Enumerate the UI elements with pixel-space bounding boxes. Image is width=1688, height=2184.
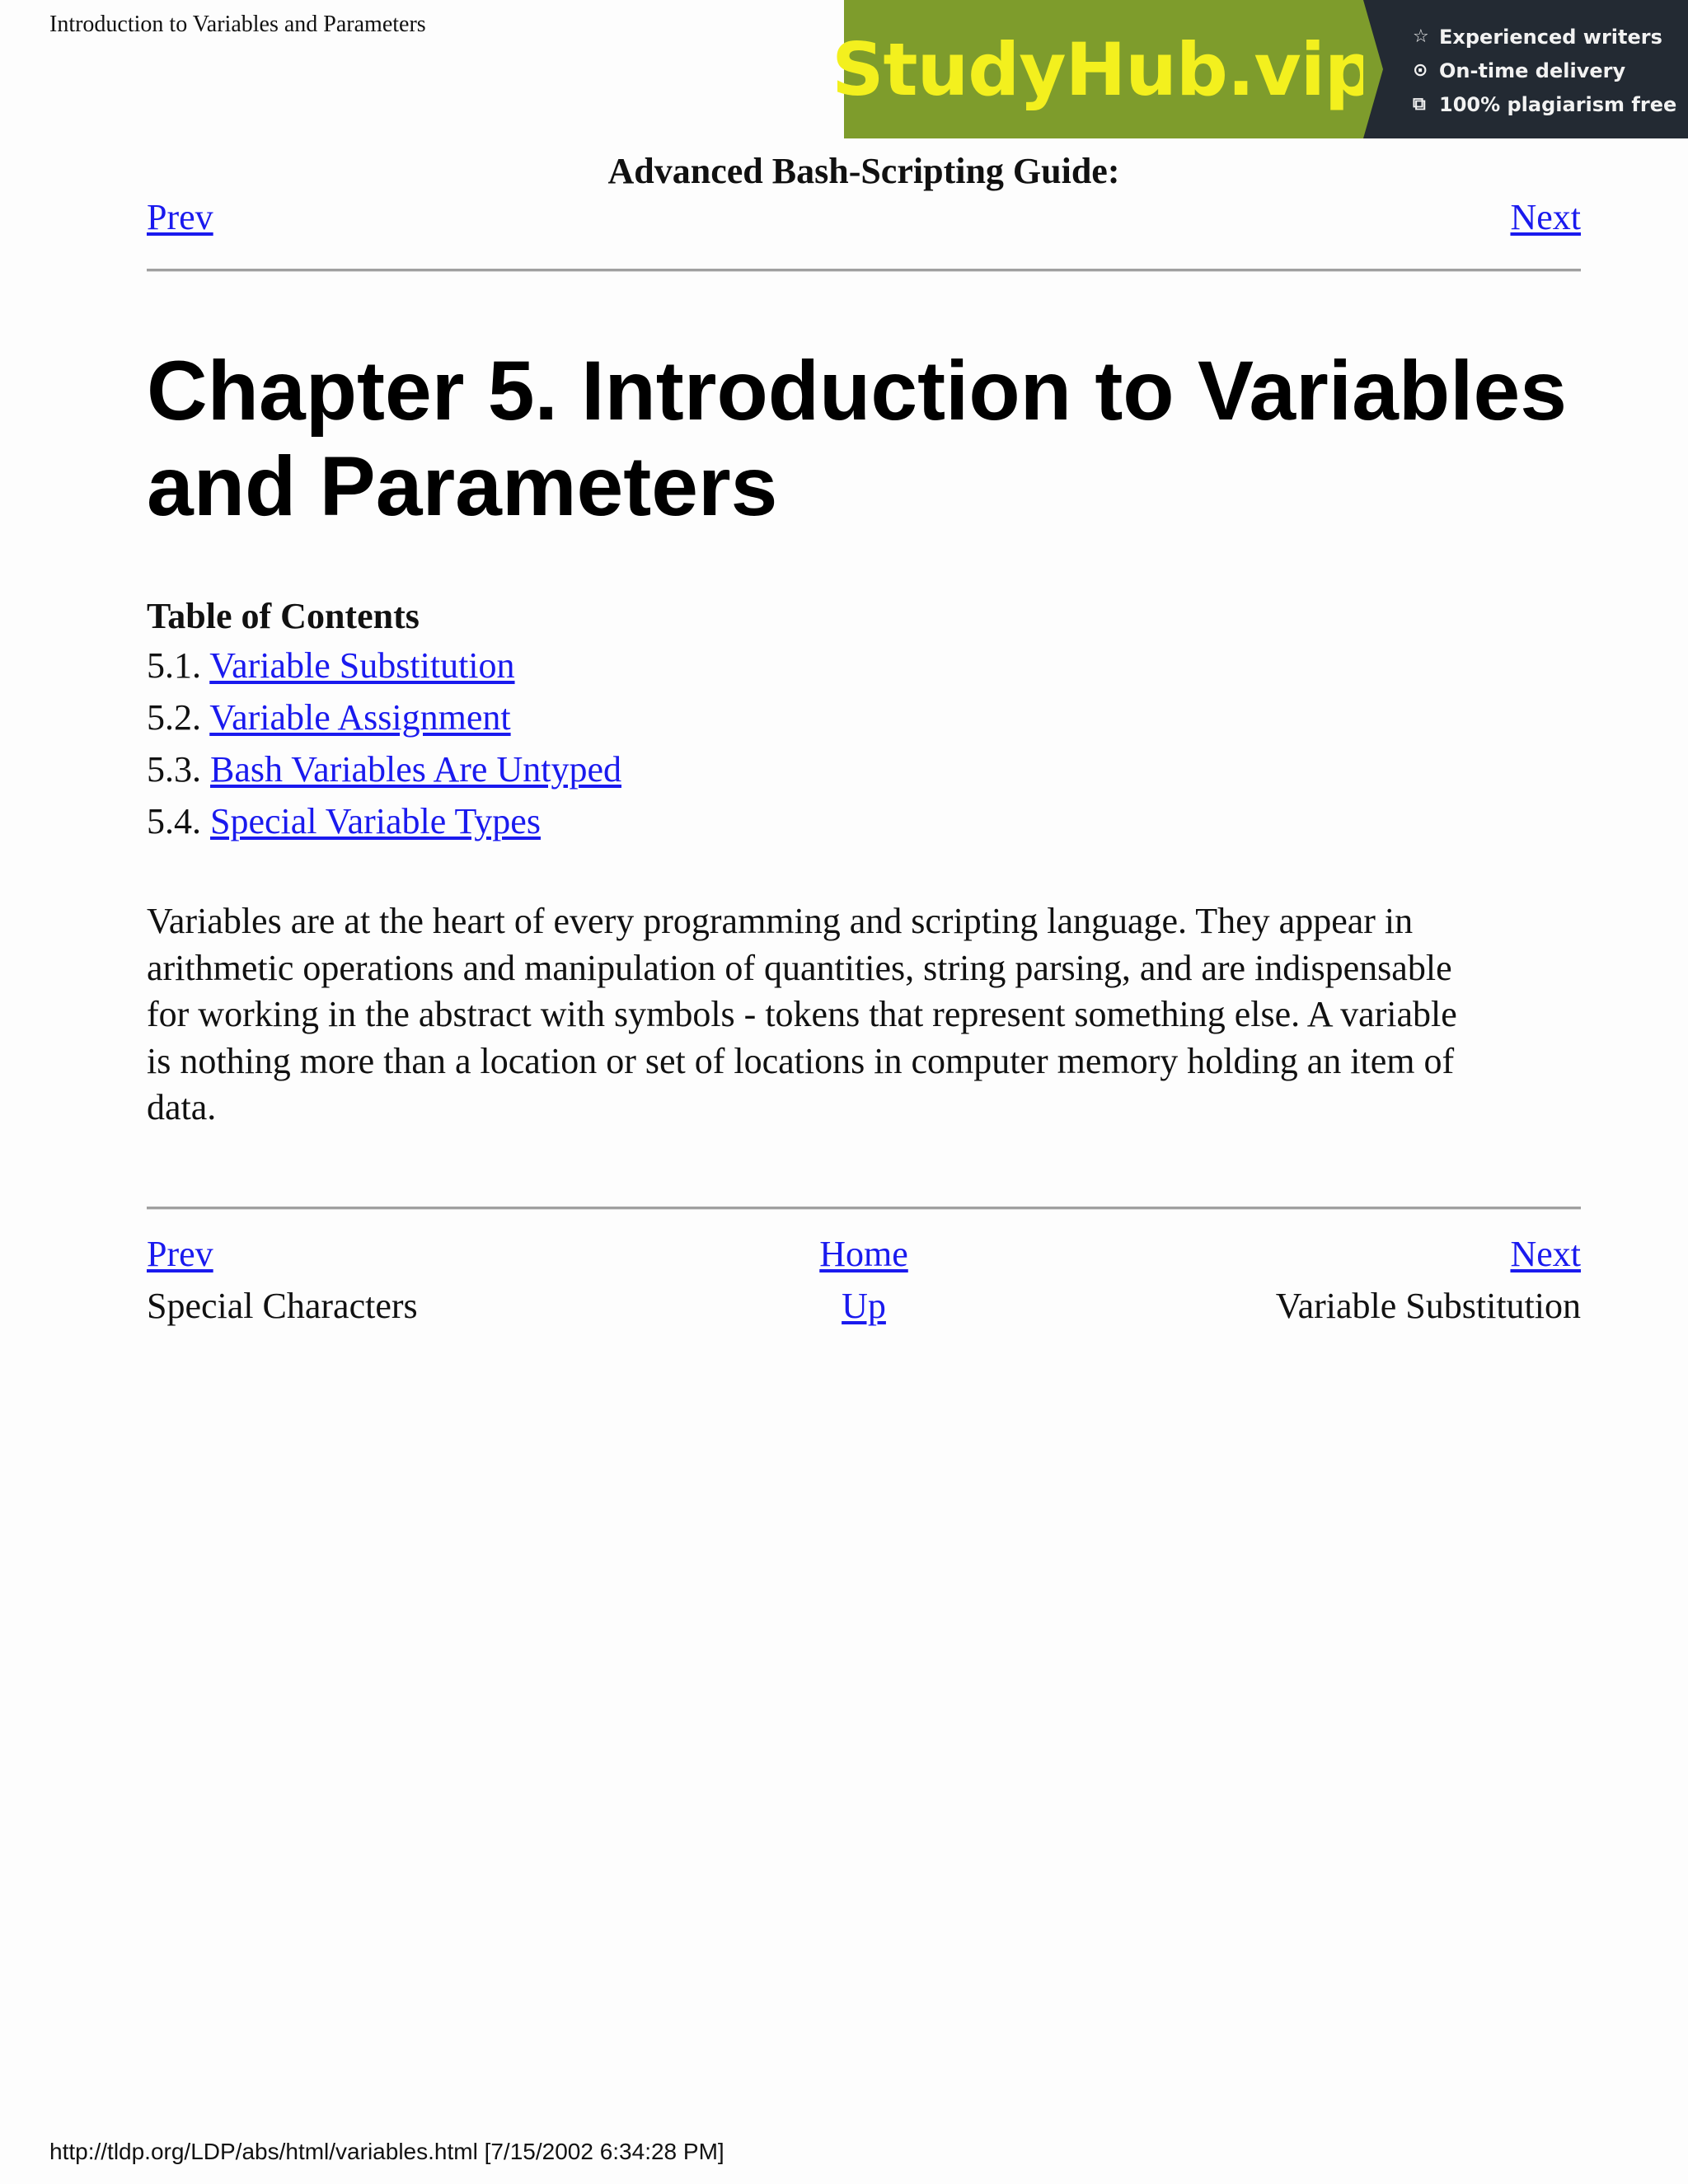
star-icon: ☆	[1413, 26, 1429, 47]
top-nav	[147, 196, 1581, 238]
footer-home-link[interactable]: Home	[819, 1234, 908, 1274]
ad-logo[interactable]	[832, 0, 1376, 138]
toc-item	[147, 743, 621, 795]
top-divider	[147, 269, 1581, 272]
guide-title: Advanced Bash-Scripting Guide:	[607, 151, 1120, 191]
paragraph-line: arithmetic operations and manipulation of quantities, string parsing, and are indispensable	[147, 947, 1452, 988]
ad-banner[interactable]	[832, 0, 1688, 138]
toc-link-special-variable-types[interactable]: Special Variable Types	[210, 801, 541, 841]
toc-item-number: 5.2.	[147, 697, 201, 738]
footer-next-title: Variable Substitution	[1275, 1286, 1581, 1326]
toc-item-number: 5.4.	[147, 801, 201, 841]
paragraph-line: Variables are at the heart of every programming and scripting language. They appear in	[147, 901, 1414, 941]
toc-link-variable-substitution[interactable]: Variable Substitution	[209, 645, 515, 686]
ad-feature-plagiarism	[1413, 87, 1688, 121]
copy-icon: ⧉	[1413, 94, 1426, 115]
footer-prev-link[interactable]: Prev	[147, 1234, 213, 1274]
prev-link[interactable]: Prev	[147, 197, 213, 237]
chapter-title-line1: Chapter 5. Introduction to Variables	[147, 344, 1567, 438]
next-link[interactable]: Next	[1510, 197, 1581, 237]
ad-logo-text: StudyHub.vip	[832, 26, 1376, 112]
toc-list	[147, 640, 621, 847]
ad-feature-label: Experienced writers	[1439, 25, 1662, 49]
paragraph-line: is nothing more than a location or set of locations in computer memory holding an item of	[147, 1040, 1455, 1081]
ad-feature-label: 100% plagiarism free	[1439, 92, 1677, 116]
toc-heading: Table of Contents	[147, 596, 420, 636]
chapter-title	[147, 343, 1597, 534]
footer-prev-title: Special Characters	[147, 1286, 418, 1326]
chapter-title-line2: and Parameters	[147, 439, 778, 533]
toc-link-untyped[interactable]: Bash Variables Are Untyped	[210, 749, 621, 790]
ad-feature-delivery	[1413, 54, 1688, 87]
clock-icon: ⊙	[1413, 60, 1428, 81]
ad-arrow-shape	[1363, 0, 1383, 138]
paragraph-line: for working in the abstract with symbols - tokens that represent something else. A variable	[147, 994, 1457, 1034]
ad-feature-label: On-time delivery	[1439, 59, 1626, 82]
toc-item	[147, 640, 621, 691]
ad-feature-writers	[1413, 20, 1688, 54]
toc-item-number: 5.3.	[147, 749, 201, 790]
toc-item-number: 5.1.	[147, 645, 201, 686]
toc-item	[147, 691, 621, 743]
ad-features	[1363, 0, 1688, 138]
footer-up-link[interactable]: Up	[842, 1286, 886, 1326]
bottom-divider	[147, 1207, 1581, 1210]
toc-item	[147, 795, 621, 847]
toc-link-variable-assignment[interactable]: Variable Assignment	[209, 697, 511, 738]
intro-paragraph	[147, 898, 1581, 1132]
print-header: Introduction to Variables and Parameters	[49, 12, 426, 37]
print-footer-url: http://tldp.org/LDP/abs/html/variables.html [7/15/2002 6:34:28 PM]	[49, 2139, 724, 2164]
paragraph-line: data.	[147, 1087, 217, 1127]
footer-nav	[147, 1228, 1581, 1332]
footer-next-link[interactable]: Next	[1510, 1234, 1581, 1274]
